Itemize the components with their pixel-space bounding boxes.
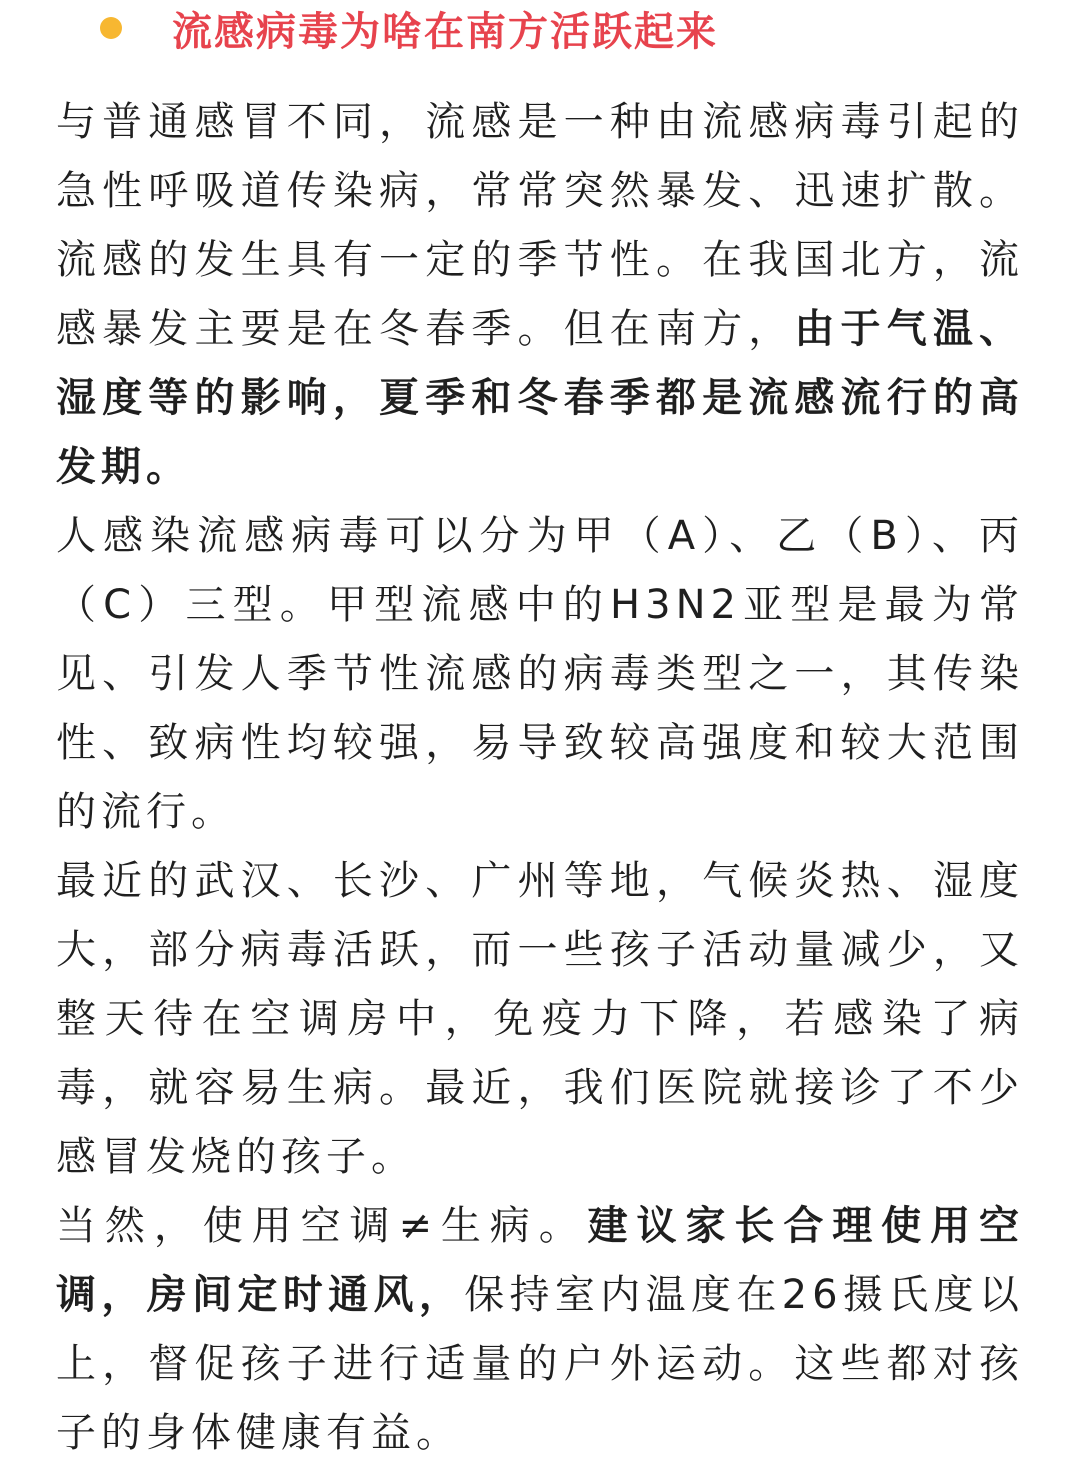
heading-title: 流感病毒为啥在南方活跃起来 <box>172 8 718 55</box>
article-body <box>56 88 1024 1468</box>
paragraph-bold-text: 建议家长合理使用空调，房间定时通风， <box>56 1203 1025 1318</box>
paragraph-2 <box>56 502 1024 847</box>
paragraph-4 <box>56 1192 1024 1468</box>
paragraph-text: 人感染流感病毒可以分为甲（A）、乙（B）、丙（C）三型。甲型流感中的H3N2亚型是最为常见、引发人季节性流感的病毒类型之一，其传染性、致病性均较强，易导致较高强度和较大范围的流行。 <box>56 513 1024 835</box>
paragraph-bold-text: 由于气温、湿度等的影响，夏季和冬春季都是流感流行的高发期。 <box>56 306 1025 490</box>
paragraph-text: 与普通感冒不同，流感是一种由流感病毒引起的急性呼吸道传染病，常常突然暴发、迅速扩散。流感的发生具有一定的季节性。在我国北方，流感暴发主要是在冬春季。但在南方， <box>56 99 1024 352</box>
paragraph-text: 当然，使用空调≠生病。 <box>56 1203 588 1249</box>
bullet-dot-icon <box>100 17 122 39</box>
section-heading <box>100 0 718 56</box>
paragraph-text: 保持室内温度在26摄氏度以上，督促孩子进行适量的户外运动。这些都对孩子的身体健康有益。 <box>56 1272 1025 1456</box>
paragraph-3 <box>56 847 1024 1192</box>
paragraph-1 <box>56 88 1024 502</box>
paragraph-text: 最近的武汉、长沙、广州等地，气候炎热、湿度大，部分病毒活跃，而一些孩子活动量减少，又整天待在空调房中，免疫力下降，若感染了病毒，就容易生病。最近，我们医院就接诊了不少感冒发烧的孩子。 <box>56 858 1024 1180</box>
